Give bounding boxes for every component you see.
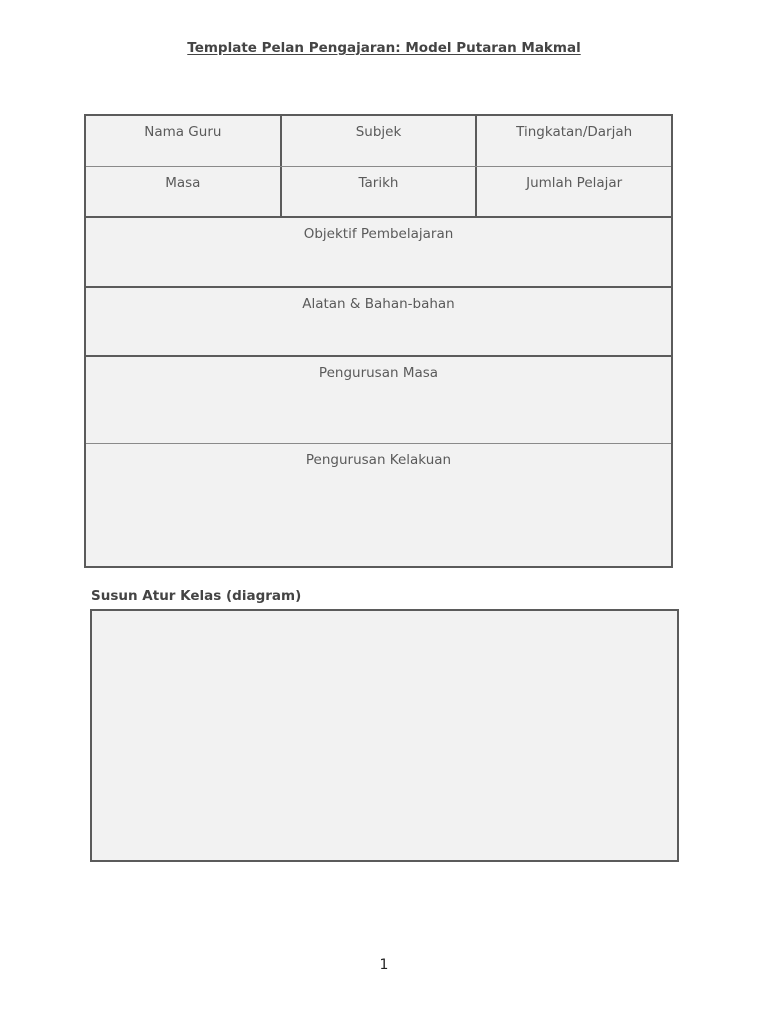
cell-student-count[interactable]: Jumlah Pelajar [475, 167, 671, 216]
classroom-layout-label: Susun Atur Kelas (diagram) [91, 588, 302, 604]
document-title: Template Pelan Pengajaran: Model Putaran Makmal [187, 40, 581, 56]
section-behavior-management[interactable]: Pengurusan Kelakuan [305, 452, 452, 468]
page-number: 1 [379, 957, 389, 973]
section-tools-materials[interactable]: Alatan & Bahan-bahan [86, 288, 671, 357]
classroom-layout-diagram-box[interactable] [90, 609, 679, 862]
cell-date[interactable]: Tarikh [280, 167, 476, 216]
cell-grade-level[interactable]: Tingkatan/Darjah [475, 116, 671, 166]
section-time-management[interactable]: Pengurusan Masa [86, 357, 671, 444]
cell-subject[interactable]: Subjek [280, 116, 476, 166]
lesson-plan-table [84, 114, 673, 568]
section-learning-objectives[interactable]: Objektif Pembelajaran [86, 218, 671, 288]
cell-teacher-name[interactable]: Nama Guru [144, 124, 222, 140]
table-row-class-info [86, 167, 671, 218]
table-row-teacher-info [86, 116, 671, 167]
cell-time[interactable]: Masa [165, 175, 201, 191]
